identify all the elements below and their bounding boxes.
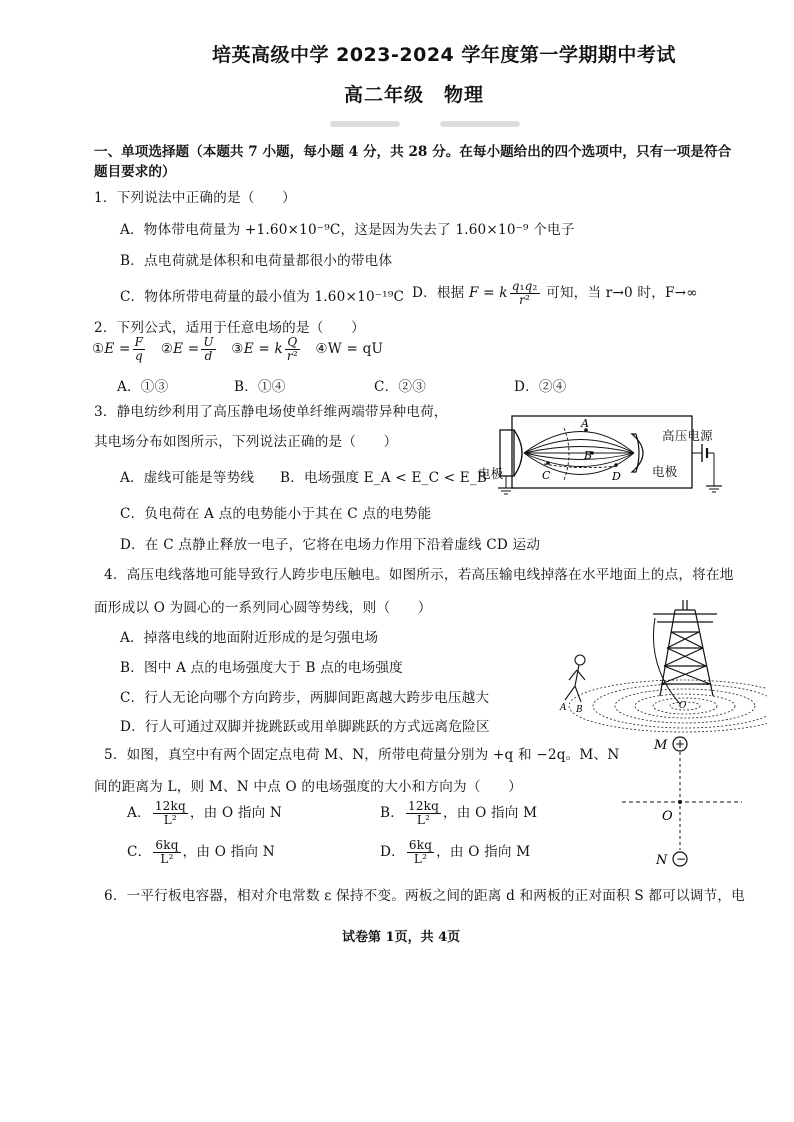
label-m: M	[654, 738, 668, 753]
coulomb-formula: F = k $\frac{\text{q₁q₂}}{\text{r²}}$	[469, 279, 538, 307]
q5-stem-line1: 5．如图，真空中有两个固定点电荷 M、N，所带电荷量分别为 +q 和 −2q。M、N	[104, 747, 620, 763]
electrospinning-field-figure	[474, 408, 744, 498]
label-a: A	[581, 417, 589, 430]
label-n: N	[656, 853, 668, 868]
fraction-numerator: 6kq	[155, 838, 179, 852]
fraction-denominator: L²	[413, 852, 428, 866]
section-heading-line1: 一、单项选择题（本题共 7 小题，每小题 4 分，共 28 分。在每小题给出的四个选项中，只有一项是符合	[94, 144, 732, 160]
q1-option-c: C．物体所带电荷量的最小值为 1.60×10⁻¹⁹C	[120, 289, 405, 305]
q1-option-a: A．物体带电荷量为 +1.60×10⁻⁹C，这是因为失去了 1.60×10⁻⁹ 个电子	[120, 222, 575, 238]
label-right-electrode: 电极	[652, 464, 678, 479]
label-c: C	[542, 469, 551, 482]
q5-stem-line2: 间的距离为 L，则 M、N 中点 O 的电场强度的大小和方向为（ ）	[94, 779, 523, 795]
label-hv-source: 高压电源	[662, 428, 713, 443]
q2-option-d: D．②④	[514, 379, 567, 395]
label-b: B	[576, 705, 583, 715]
fraction-denominator: L²	[160, 852, 174, 866]
q1-option-d	[412, 280, 698, 307]
option-letter: C．	[127, 844, 152, 860]
fraction-denominator: L²	[163, 813, 177, 827]
page-footer: 试卷第 1页，共 4页	[342, 930, 461, 945]
q5-option-a	[127, 800, 282, 827]
label-o: O	[662, 809, 673, 824]
field-lines	[524, 432, 634, 475]
fraction-numerator: 12kq	[154, 799, 186, 813]
option-letter: A．	[127, 805, 151, 821]
scan-smudge	[440, 121, 520, 127]
exam-subtitle: 高二年级 物理	[344, 84, 485, 106]
point-charges-figure	[618, 732, 748, 872]
formula-2-mark: ②	[160, 341, 174, 357]
option-direction: ，由 O 指向 N	[189, 805, 283, 821]
scan-smudge	[330, 121, 400, 127]
q1-option-d-prefix: D．根据	[412, 285, 465, 301]
label-left-electrode: 电极	[478, 466, 504, 481]
point-d	[614, 463, 618, 467]
q4-option-c: C．行人无论向哪个方向跨步，两脚间距离越大跨步电压越大	[120, 690, 490, 706]
minus-sign: −	[676, 852, 687, 866]
label-d: D	[612, 470, 621, 483]
q1-option-b: B．点电荷就是体积和电荷量都很小的带电体	[120, 253, 393, 269]
point-c	[546, 461, 550, 465]
exam-title: 培英高级中学 2023-2024 学年度第一学期期中考试	[212, 44, 676, 66]
q3-option-a: A．虚线可能是等势线	[120, 470, 255, 486]
option-letter: B．	[380, 805, 404, 821]
q5-option-b	[380, 800, 537, 827]
label-a: A	[560, 703, 567, 713]
section-heading-line2: 题目要求的）	[94, 164, 176, 180]
q3-option-c: C．负电荷在 A 点的电势能小于其在 C 点的电势能	[120, 506, 432, 522]
q4-option-a: A．掉落电线的地面附近形成的是匀强电场	[120, 630, 379, 646]
q1-stem: 1．下列说法中正确的是（ ）	[94, 190, 296, 206]
q4-option-d: D．行人可通过双脚并拢跳跃或用单脚跳跃的方式远离危险区	[120, 719, 490, 735]
fraction-numerator: 12kq	[407, 799, 440, 813]
plus-sign: +	[675, 737, 686, 751]
q1-option-d-suffix: 可知，当 r→0 时，F→∞	[546, 285, 698, 301]
q2-option-a: A．①③	[117, 379, 169, 395]
q2-formulas: ①E = $\frac{F}{q}$ ②E = $\frac{U}{d}$ ③E = k $\frac{Q}{\text{r²}}$ ④W = qU	[92, 335, 384, 363]
option-direction: ，由 O 指向 N	[182, 844, 275, 860]
power-line-figure	[535, 596, 767, 734]
q5-option-d	[380, 839, 530, 866]
formula-3-mark: ③	[231, 341, 244, 357]
q4-stem-line1: 4．高压电线落地可能导致行人跨步电压触电。如图所示，若高压输电线掉落在水平地面上的点，将在地	[104, 567, 734, 583]
q5-option-c	[127, 839, 275, 866]
formula-1-mark: ①	[92, 341, 105, 357]
q3-stem-line2: 其电场分布如图所示，下列说法正确的是（ ）	[94, 434, 398, 450]
q3-option-d: D．在 C 点静止释放一电子，它将在电场力作用下沿着虚线 CD 运动	[120, 537, 541, 553]
label-b: B	[584, 449, 593, 462]
option-direction: ，由 O 指向 M	[436, 844, 531, 860]
transmission-tower	[653, 600, 717, 696]
q2-stem: 2．下列公式，适用于任意电场的是（ ）	[94, 320, 365, 336]
label-o: O	[679, 701, 687, 711]
option-letter: D．	[380, 844, 405, 860]
q3-stem-line1: 3．静电纺纱利用了高压静电场使单纤维两端带异种电荷，	[94, 404, 448, 420]
formula-4: ④W = qU	[315, 341, 384, 357]
q2-option-c: C．②③	[374, 379, 426, 395]
q4-stem-line2: 面形成以 O 为圆心的一系列同心圆等势线，则（ ）	[94, 600, 432, 616]
q6-stem-line1: 6．一平行板电容器，相对介电常数 ε 保持不变。两板之间的距离 d 和两板的正对面积 S 都可以调节，电	[104, 888, 745, 904]
option-direction: ，由 O 指向 M	[443, 805, 538, 821]
fraction-numerator: 6kq	[408, 838, 433, 852]
walking-person	[565, 655, 585, 702]
q4-option-b: B．图中 A 点的电场强度大于 B 点的电场强度	[120, 660, 403, 676]
fraction-denominator: L²	[416, 813, 431, 827]
q2-option-b: B．①④	[234, 379, 286, 395]
midpoint-o	[678, 800, 682, 804]
q3-option-b: B．电场强度 E_A < E_C < E_B	[280, 470, 488, 486]
